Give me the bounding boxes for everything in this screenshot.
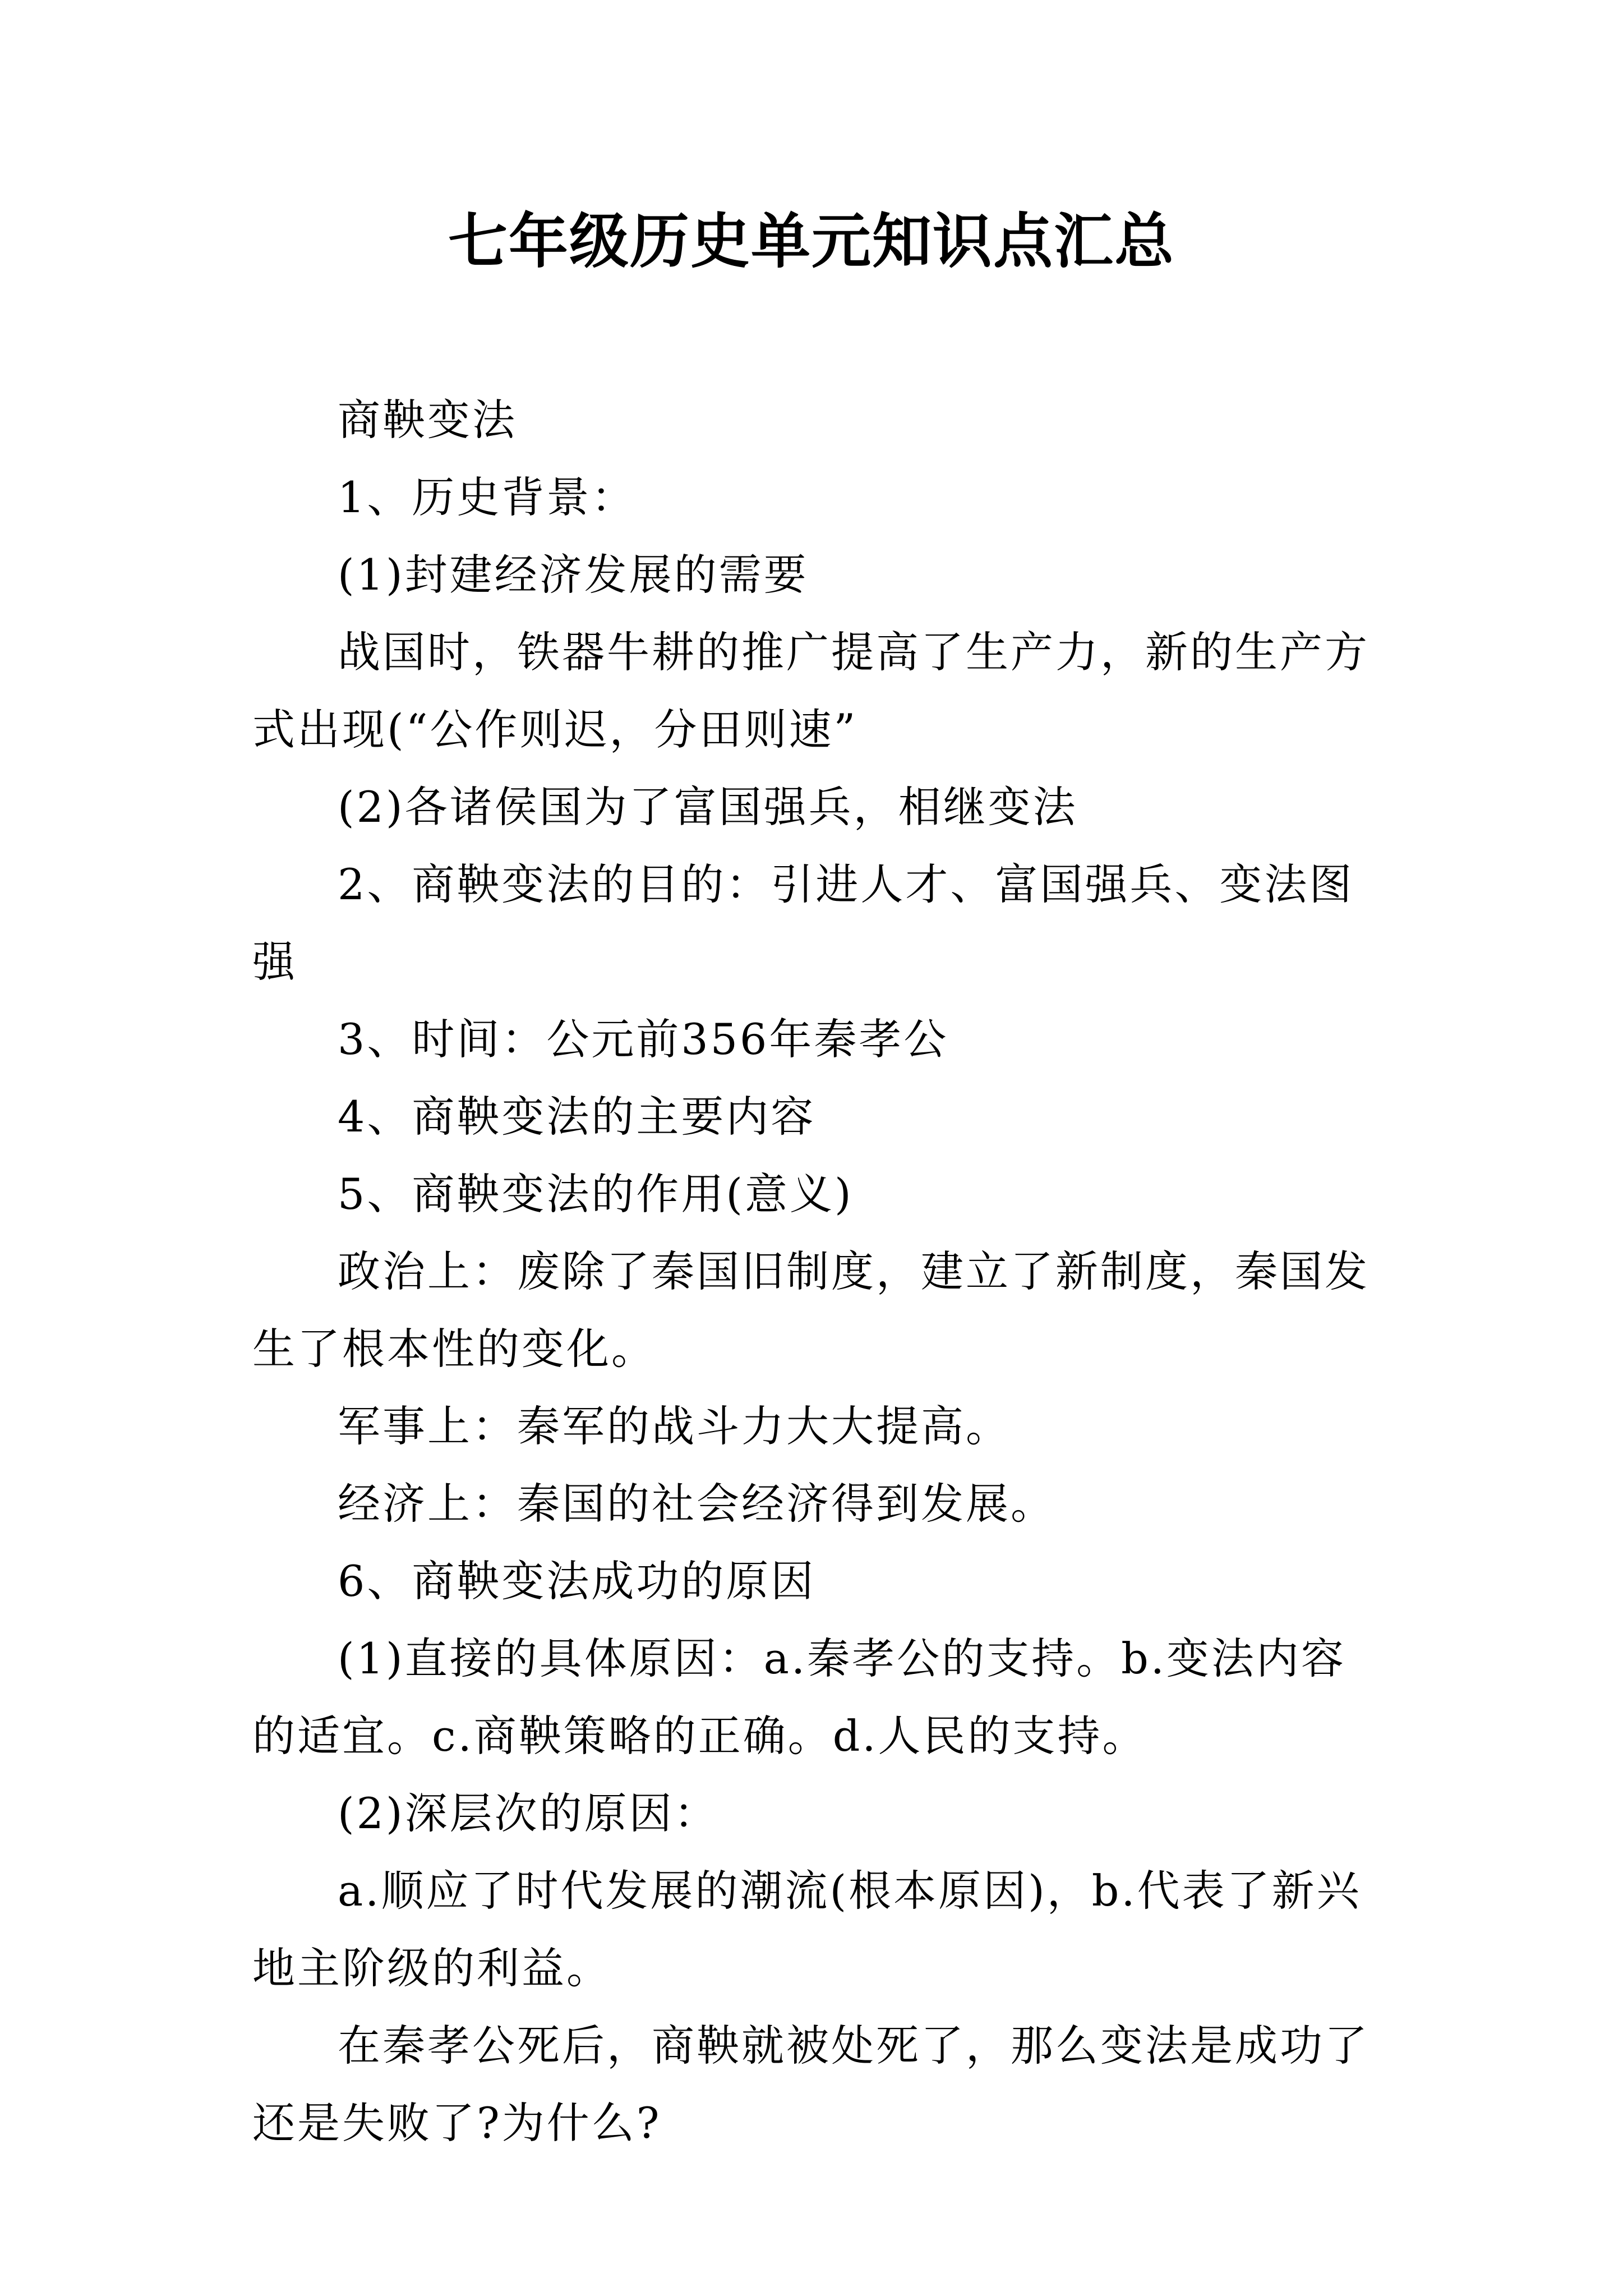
paragraph-heading-shangyang-reform: 商鞅变法: [338, 395, 517, 445]
paragraph-historical-background: 1、历史背景：: [338, 472, 637, 522]
paragraph-reform-time: 3、时间：公元前356年秦孝公: [338, 1014, 949, 1064]
paragraph-feudal-economy-need: (1)封建经济发展的需要: [338, 550, 809, 600]
paragraph-states-reform: (2)各诸侯国为了富国强兵，相继变法: [338, 782, 1078, 832]
document-body: [252, 381, 1385, 2162]
paragraph-reform-purpose: 2、商鞅变法的目的：引进人才、富国强兵、变法图强: [252, 859, 1354, 987]
paragraph-reform-effect: 5、商鞅变法的作用(意义): [338, 1169, 854, 1219]
paragraph-political-effect: 政治上：废除了秦国旧制度，建立了新制度，秦国发生了根本性的变化。: [252, 1246, 1370, 1374]
paragraph-reform-content: 4、商鞅变法的主要内容: [338, 1092, 816, 1142]
paragraph-deep-reasons-detail: a.顺应了时代发展的潮流(根本原因)，b.代表了新兴地主阶级的利益。: [252, 1866, 1362, 1993]
paragraph-economic-effect: 经济上：秦国的社会经济得到发展。: [338, 1479, 1055, 1529]
paragraph-question: 在秦孝公死后，商鞅就被处死了，那么变法是成功了还是失败了?为什么?: [252, 2021, 1370, 2148]
paragraph-direct-reasons: (1)直接的具体原因：a.秦孝公的支持。b.变法内容的适宜。c.商鞅策略的正确。d.人民的支持。: [252, 1634, 1346, 1761]
paragraph-warring-states-productivity: 战国时，铁器牛耕的推广提高了生产力，新的生产方式出现(“公作则迟，分田则速”: [252, 627, 1370, 754]
paragraph-deep-reasons: (2)深层次的原因：: [338, 1788, 719, 1838]
paragraph-military-effect: 军事上：秦军的战斗力大大提高。: [338, 1401, 1011, 1451]
paragraph-success-reasons: 6、商鞅变法成功的原因: [338, 1556, 816, 1606]
document-title: 七年级历史单元知识点汇总: [448, 206, 1175, 276]
